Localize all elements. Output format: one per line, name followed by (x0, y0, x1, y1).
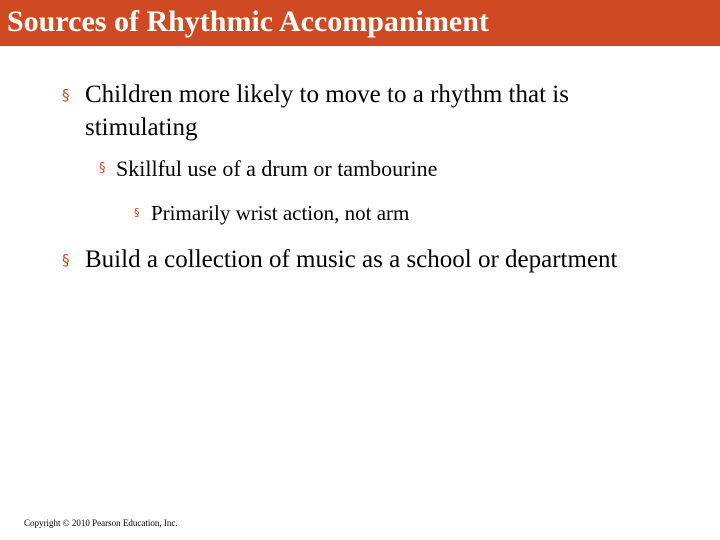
bullet-marker-icon: § (62, 251, 70, 269)
copyright-footer: Copyright © 2010 Pearson Education, Inc. (24, 518, 178, 528)
bullet-text: Build a collection of music as a school or department (85, 246, 618, 273)
title-bar (0, 0, 720, 46)
bullet-level2-drum (99, 154, 679, 186)
bullet-marker-icon: § (99, 161, 106, 176)
bullet-level3-wrist (134, 199, 674, 229)
bullet-level1-collection (62, 243, 682, 313)
bullet-text: Children more likely to move to a rhythm that is stimulating (85, 81, 569, 141)
bullet-marker-icon: § (62, 86, 70, 104)
bullet-text: Skillful use of a drum or tambourine (116, 156, 438, 181)
bullet-level1-children (62, 78, 682, 148)
bullet-marker-icon: § (134, 206, 140, 219)
bullet-text: Primarily wrist action, not arm (151, 201, 410, 225)
slide-title: Sources of Rhythmic Accompaniment (7, 5, 489, 38)
